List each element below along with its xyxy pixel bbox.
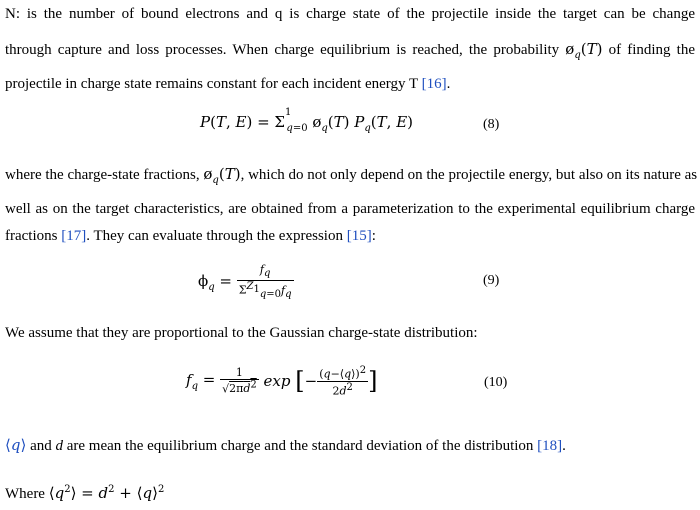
paragraph-1-line-3: [5, 76, 450, 93]
equation-9-number: (9): [483, 273, 500, 288]
citation-15[interactable]: [15]: [346, 228, 372, 244]
equation-8-number: (8): [483, 117, 500, 132]
paragraph-2-line-1-start: where the charge-state fractions,: [5, 167, 204, 183]
citation-17[interactable]: [17]: [61, 228, 87, 244]
paragraph-2-line-1-end: , which do not only depend on the projectile energy, but also on its nature as: [240, 167, 698, 183]
paragraph-4-middle: are mean the equilibrium charge and the standard deviation of the distribution: [63, 438, 538, 454]
paragraph-2-line-2: well as on the target characteristics, are obtained from a parameterization to the experimental equilibrium charge: [5, 201, 695, 217]
variance-relation: $⟨q^2⟩ = d^2$ + ⟨q⟩$^2$: [48, 484, 165, 502]
mean-charge-symbol: ⟨q⟩: [5, 436, 27, 454]
paragraph-2-line-3: [5, 228, 376, 245]
paragraph-1-line-2-end: of finding the: [602, 42, 695, 58]
paragraph-1-line-3-end: .: [446, 76, 451, 92]
citation-16[interactable]: [16]: [421, 76, 447, 92]
where-label: Where: [5, 486, 49, 502]
paragraph-4-end: .: [562, 438, 566, 454]
equation-8: P(T, $E) = \Sigma^1_{q=0}$ $ø_q(T)$ $P_q(T$, E): [200, 107, 414, 134]
paragraph-2-line-3-end: :: [371, 228, 376, 244]
equation-10-number: (10): [484, 375, 508, 390]
paragraph-4: ⟨q⟩ and d are mean the equilibrium charge and the standard deviation of the distribution [18].: [5, 436, 566, 454]
equation-10: $f_q$ = $\frac{1}{√2\pi d^2}$ exp [− $\frac{(q-⟨q⟩)^2}{2d^2}$ ]: [186, 365, 378, 398]
paragraph-3: We assume that they are proportional to the Gaussian charge-state distribution:: [5, 325, 478, 341]
equation-9: $\phi_q$ = $\frac{f_q}{\Sigma^{Z_1}_{q=0}f_q}$: [198, 263, 292, 301]
paragraph-1-line-3-start: projectile in charge state remains constant for each incident energy T: [5, 76, 422, 92]
citation-18[interactable]: [18]: [537, 438, 563, 454]
paragraph-1-line-2-start: through capture and loss processes. When charge equilibrium is reached, the probability: [5, 42, 566, 58]
paragraph-4-start: and: [26, 438, 56, 454]
phi-q-of-t: $ø_q(T)$: [565, 40, 603, 61]
paragraph-1-line-2: [5, 40, 695, 61]
paragraph-5: [5, 484, 164, 503]
paragraph-2-line-3-start: fractions: [5, 228, 62, 244]
paragraph-2-line-3-middle: . They can evaluate through the expression: [86, 228, 347, 244]
paragraph-2-line-1: [5, 165, 698, 186]
phi-q-of-t-inline: $ø_q(T)$: [203, 165, 241, 186]
paragraph-1-line-1: N: is the number of bound electrons and q is charge state of the projectile inside the target can be change: [5, 6, 695, 22]
